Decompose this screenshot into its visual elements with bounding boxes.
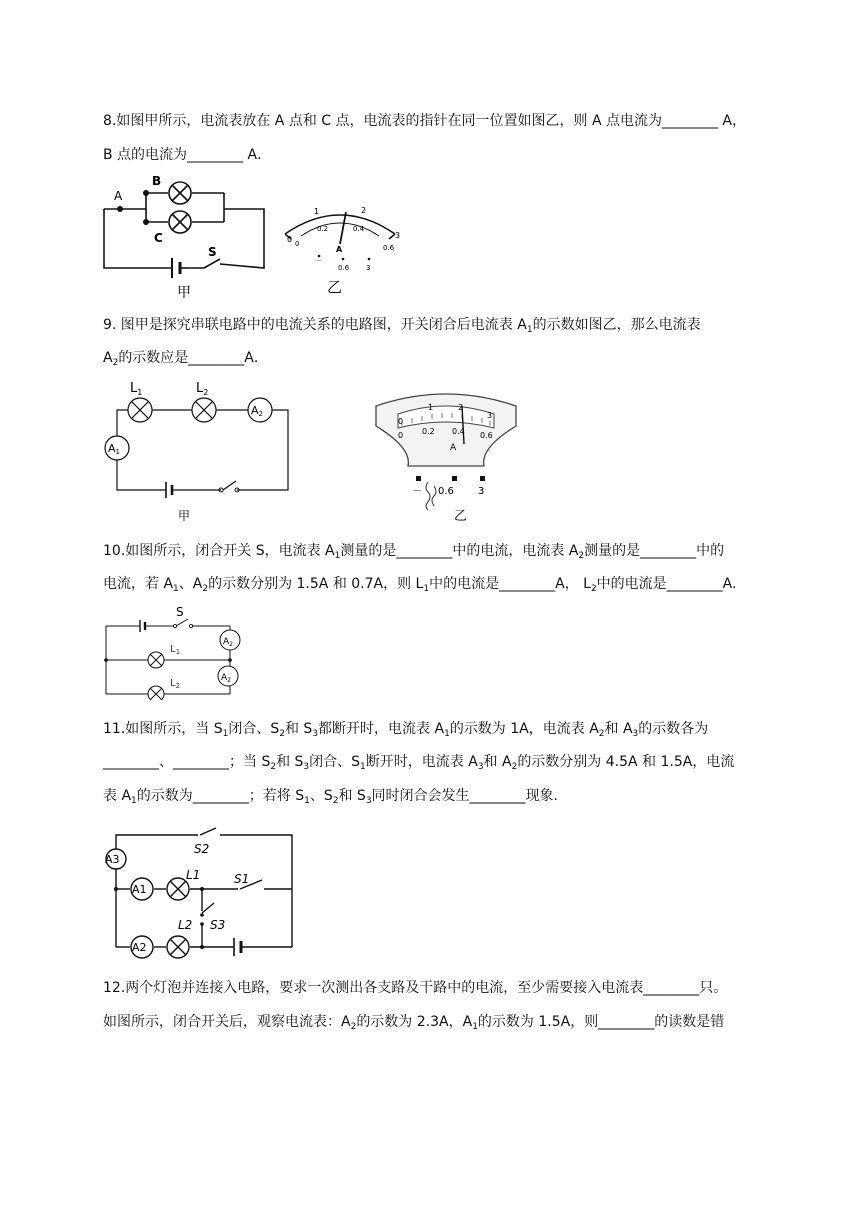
q10-l2-label: $L_2$ xyxy=(170,678,181,690)
q9-l2-label: $L_2$ xyxy=(196,381,209,397)
q11-switch-s2-label: S2 xyxy=(194,842,210,856)
q9-terminal-3: 3 xyxy=(478,486,485,497)
q11-ammeter-a2-label: A2 xyxy=(132,941,147,954)
q8-scale-bottom-06: 0.6 xyxy=(383,244,395,252)
q8-label-b: B xyxy=(152,174,162,188)
q8-label-s: S xyxy=(208,245,217,259)
q8-terminal-minus: － xyxy=(315,257,322,265)
q8-figure-jia-circuit xyxy=(100,170,270,302)
q9-scale-bottom-06: 0.6 xyxy=(480,431,493,440)
q8-label-a: A xyxy=(114,189,123,203)
q9-caption-yi: 乙 xyxy=(454,509,468,524)
q9-scale-top-3: 3 xyxy=(487,411,493,420)
q12-text-line-1: 12.两个灯泡并连接入电路，要求一次测出各支路及干路中的电流，至少需要接入电流表________只。 xyxy=(103,980,728,996)
q10-text-line-1: 10.如图所示，闭合开关 S，电流表 $A_1$测量的是________中的电流，电流表 $A_2$测量的是________中的 xyxy=(103,543,725,561)
q9-ammeter-a2-label: A2 xyxy=(251,404,263,418)
q9-ammeter-a1-label: A1 xyxy=(108,442,120,456)
q9-scale-top-2: 2 xyxy=(458,403,464,412)
q10-ammeter-bottom-label: $A_2$ xyxy=(221,673,231,684)
q9-text-line-2: $A_2$的示数应是________A． xyxy=(103,350,268,368)
q8-caption-jia: 甲 xyxy=(177,285,191,301)
q8-unit-label: A xyxy=(336,245,343,254)
q9-scale-bottom-0: 0 xyxy=(398,431,404,440)
q8-scale-bottom-02: 0.2 xyxy=(317,225,329,233)
q8-point-b-dot xyxy=(143,190,149,196)
q8-point-c-dot xyxy=(143,219,149,225)
q8-scale-bottom-0: 0 xyxy=(295,240,300,248)
q11-switch-s3-label: S3 xyxy=(210,918,226,932)
q8-scale-top-3: 3 xyxy=(395,231,401,240)
q9-terminal-06: 0.6 xyxy=(438,486,454,497)
q8-scale-top-0: 0 xyxy=(287,235,293,244)
q8-figure-yi-ammeter xyxy=(275,198,405,296)
q10-l1-label: $L_1$ xyxy=(170,644,181,656)
q10-figure-circuit xyxy=(100,604,242,700)
q9-scale-bottom-02: 0.2 xyxy=(422,427,435,436)
q11-text-line-1: 11.如图所示，当 $S_1$闭合、$S_2$和 $S_3$都断开时，电流表 $A_1$的示数为 1A，电流表 $A_2$和 $A_3$的示数各为 xyxy=(103,721,709,739)
q11-figure-circuit xyxy=(102,825,296,959)
q9-figure-yi-ammeter xyxy=(372,388,520,526)
q9-scale-top-1: 1 xyxy=(428,403,434,412)
q8-point-a-dot xyxy=(117,206,123,212)
q12-text-line-2: 如图所示，闭合开关后，观察电流表：$A_2$的示数为 2.3A，$A_1$的示数为 1.5A，则________的读数是错 xyxy=(103,1014,725,1032)
q8-text-line-2: B 点的电流为________ A． xyxy=(103,147,272,163)
q9-terminal-minus: － xyxy=(412,486,422,497)
q8-terminal-06: 0.6 xyxy=(338,264,350,272)
q11-ammeter-a1-label: A1 xyxy=(132,883,147,896)
q8-scale-top-1: 1 xyxy=(314,207,320,216)
q11-l1-label: L1 xyxy=(186,868,201,882)
q11-text-line-3: 表 $A_1$的示数为________；若将 $S_1$、$S_2$和 $S_3$同时闭合会发生________现象. xyxy=(103,788,558,806)
q11-text-line-2: ________、________；当 $S_2$和 $S_3$闭合、$S_1$断开时，电流表 $A_3$和 $A_2$的示数分别为 4.5A 和 1.5A，电流 xyxy=(103,754,735,772)
q9-scale-bottom-04: 0.4 xyxy=(452,427,465,436)
q8-scale-bottom-04: 0.4 xyxy=(353,225,365,233)
q8-terminal-3: 3 xyxy=(366,264,371,272)
q8-caption-yi: 乙 xyxy=(327,278,343,296)
q10-ammeter-top-label: $A_2$ xyxy=(223,637,233,648)
q8-scale-top-2: 2 xyxy=(361,206,367,215)
q10-text-line-2: 电流，若 $A_1$、$A_2$的示数分别为 1.5A 和 0.7A，则 $L_1$中的电流是________A， $L_2$中的电流是________A. xyxy=(103,576,737,594)
q8-text-line-1: 8.如图甲所示，电流表放在 A 点和 C 点，电流表的指针在同一位置如图乙，则 A 点电流为________ A， xyxy=(103,113,747,129)
q11-switch-s1-label: S1 xyxy=(234,872,250,886)
q9-l1-label: $L_1$ xyxy=(130,381,143,397)
q8-label-c: C xyxy=(154,231,163,245)
q9-text-line-1: 9. 图甲是探究串联电路中的电流关系的电路图，开关闭合后电流表 $A_1$的示数如图乙，那么电流表 xyxy=(103,317,701,335)
q9-scale-top-0: 0 xyxy=(398,417,404,426)
q9-caption-jia: 甲 xyxy=(178,509,191,523)
q11-ammeter-a3-label: A3 xyxy=(105,853,120,866)
q10-switch-s-label: S xyxy=(176,605,184,619)
q9-figure-jia-circuit xyxy=(100,378,290,524)
q11-l2-label: L2 xyxy=(178,918,193,932)
q9-unit-label: A xyxy=(450,443,457,453)
